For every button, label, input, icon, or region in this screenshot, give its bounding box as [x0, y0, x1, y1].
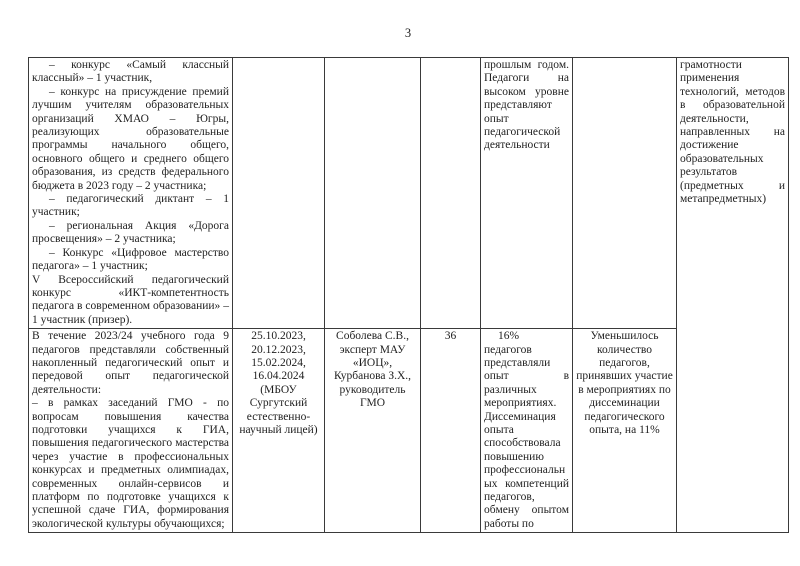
cell-dates: 25.10.2023, 20.12.2023, 15.02.2024, 16.04.2024 (МБОУ Сургутский естественно-научный лицей) [233, 329, 325, 533]
paragraph-contest-2: – конкурс на присуждение премий лучшим учителям образовательных организаций ХМАО – Югры, реализующих образовательные программы начального общего, основного общего и среднего общего образования, из средств федерального бюджета в 2023 году – 2 участника; [32, 85, 229, 192]
cell-decrease-note: Уменьшилось количество педагогов, принявших участие в мероприятиях по диссеминации педагогического опыта, на 11% [573, 329, 677, 533]
cell-result-continuation [481, 58, 573, 329]
page-number: 3 [404, 26, 412, 40]
report-table [28, 57, 789, 533]
paragraph-result-continuation: прошлым годом. Педагоги на высоком уровне представляют опыт педагогической деятельности [484, 59, 569, 152]
paragraph-contest-3: – педагогический диктант – 1 участник; [32, 193, 229, 219]
paragraph-contest-6: V Всероссийский педагогический конкурс «ИКТ-компетентность педагога в современном образовании» – 1 участник (призер). [32, 273, 229, 326]
cell-contest-list [29, 58, 233, 329]
cell-literacy-outcomes [677, 58, 789, 533]
table-row-2 [29, 329, 789, 533]
paragraph-contest-5: – Конкурс «Цифровое мастерство педагога» – 1 участник; [32, 246, 229, 273]
cell-activity-description [29, 329, 233, 533]
cell-empty-r1c2 [233, 58, 325, 329]
paragraph-dissemination-result: 16% педагогов представляли опыт в различных мероприятиях. Диссеминация опыта способствовала повышению профессиональных компетенций педагогов, обмену опытом работы по [484, 330, 569, 530]
cell-responsible-persons: Соболева С.В., эксперт МАУ «ИОЦ», Курбанова З.Х., руководитель ГМО [325, 329, 421, 533]
cell-dissemination-result [481, 329, 573, 533]
table-row-1 [29, 58, 789, 329]
paragraph-literacy-outcomes: грамотности применения технологий, методов в образовательной деятельности, направленных на достижение образовательных результатов (предметных и метапредметных) [680, 59, 785, 206]
paragraph-activity-1: В течение 2023/24 учебного года 9 педагогов представляли собственный накопленный педагогический опыт и передовой опыт педагогической деятельности: [32, 330, 229, 396]
cell-empty-r1c3 [325, 58, 421, 329]
paragraph-contest-4: – региональная Акция «Дорога просвещения» – 2 участника; [32, 219, 229, 246]
paragraph-contest-1: – конкурс «Самый классный классный» – 1 участник, [32, 59, 229, 85]
cell-empty-r1c6 [573, 58, 677, 329]
cell-participants-count: 36 [421, 329, 481, 533]
paragraph-activity-2: – в рамках заседаний ГМО - по вопросам повышения качества подготовки учащихся к ГИА, повышения педагогического мастерства через участие в профессиональных конкурсах и предметных олимпиадах, современных онлайн-сервисов и платформ по подготовке учащихся к успешной сдаче ГИА, формирования экологической культуры обучающихся; [32, 397, 229, 530]
cell-empty-r1c4 [421, 58, 481, 329]
